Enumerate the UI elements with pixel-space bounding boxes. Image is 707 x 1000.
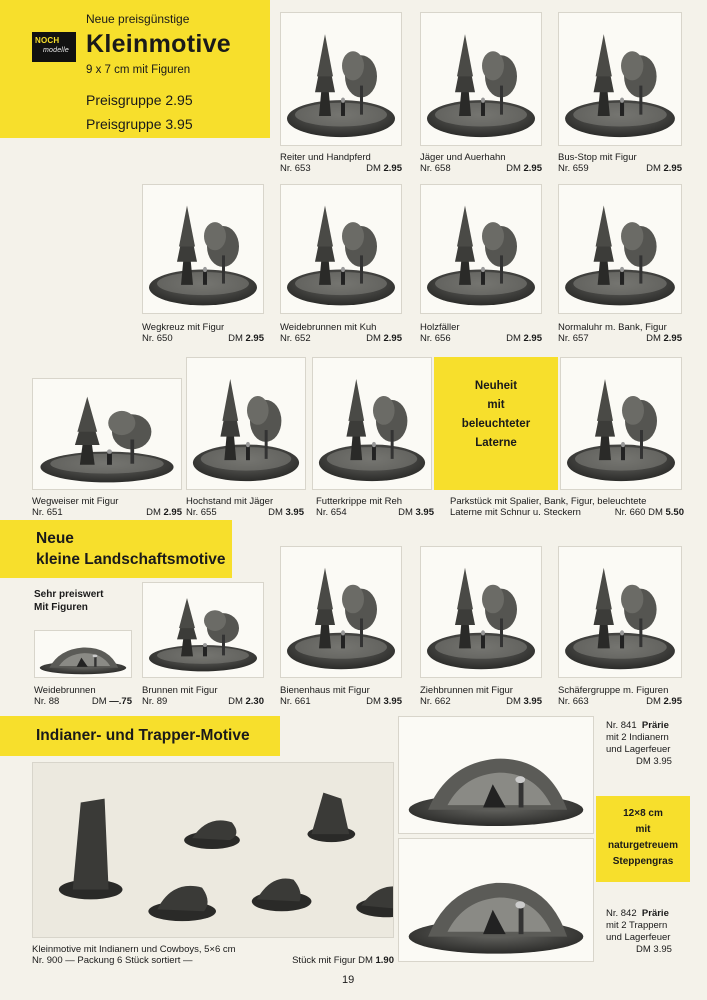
caption-841: Nr. 841 Prärie mit 2 Indianern und Lagerfeuer DM 3.95 <box>606 720 672 767</box>
product-photo-651 <box>32 378 182 490</box>
product-photo-89 <box>142 582 264 678</box>
product-photo-661 <box>280 546 402 678</box>
product-photo-657 <box>558 184 682 314</box>
section-indianer-trapper: Indianer- und Trapper-Motive <box>0 716 280 756</box>
noch-logo: NOCH modelle <box>32 32 76 62</box>
caption-88: Weidebrunnen Nr. 88 DM —.75 <box>34 685 132 707</box>
page-title: Kleinmotive <box>86 30 231 58</box>
caption-663: Schäfergruppe m. Figuren Nr. 663 DM 2.95 <box>558 685 682 707</box>
product-photo-660 <box>560 357 682 490</box>
product-photo-656 <box>420 184 542 314</box>
product-photo-650 <box>142 184 264 314</box>
caption-661: Bienenhaus mit Figur Nr. 661 DM 3.95 <box>280 685 402 707</box>
caption-89: Brunnen mit Figur Nr. 89 DM 2.30 <box>142 685 264 707</box>
section-landschaftsmotive: Neue kleine Landschaftsmotive <box>0 520 232 578</box>
product-photo-88 <box>34 630 132 678</box>
price-group-1: Preisgruppe 2.95 <box>86 92 193 108</box>
price-group-2: Preisgruppe 3.95 <box>86 116 193 132</box>
product-photo-662 <box>420 546 542 678</box>
product-photo-663 <box>558 546 682 678</box>
product-photo-841 <box>398 716 594 834</box>
caption-842: Nr. 842 Prärie mit 2 Trappern und Lagerfeuer DM 3.95 <box>606 908 672 955</box>
caption-652: Weidebrunnen mit Kuh Nr. 652 DM 2.95 <box>280 322 402 344</box>
caption-656: Holzfäller Nr. 656 DM 2.95 <box>420 322 542 344</box>
page-number: 19 <box>342 974 355 986</box>
caption-900: Kleinmotive mit Indianern und Cowboys, 5×6 cm Nr. 900 — Packung 6 Stück sortiert — Stück mit Figur DM 1.90 <box>32 944 394 966</box>
caption-658: Jäger und Auerhahn Nr. 658 DM 2.95 <box>420 152 542 174</box>
product-photo-652 <box>280 184 402 314</box>
product-photo-900 <box>32 762 394 938</box>
caption-657: Normaluhr m. Bank, Figur Nr. 657 DM 2.95 <box>558 322 682 344</box>
caption-660: Parkstück mit Spalier, Bank, Figur, beleuchtete Laterne mit Schnur u. Steckern Nr. 660 DM 5.50 <box>450 496 684 518</box>
sehr-preiswert-label: Sehr preiswert Mit Figuren <box>34 589 104 613</box>
header-eyebrow: Neue preisgünstige <box>86 12 190 26</box>
product-photo-653 <box>280 12 402 146</box>
caption-651: Wegweiser mit Figur Nr. 651 DM 2.95 <box>32 496 182 518</box>
product-photo-655 <box>186 357 306 490</box>
caption-659: Bus-Stop mit Figur Nr. 659 DM 2.95 <box>558 152 682 174</box>
header-block <box>0 0 270 138</box>
caption-662: Ziehbrunnen mit Figur Nr. 662 DM 3.95 <box>420 685 542 707</box>
product-photo-659 <box>558 12 682 146</box>
caption-650: Wegkreuz mit Figur Nr. 650 DM 2.95 <box>142 322 264 344</box>
caption-653: Reiter und Handpferd Nr. 653 DM 2.95 <box>280 152 402 174</box>
caption-654: Futterkrippe mit Reh Nr. 654 DM 3.95 <box>316 496 434 518</box>
product-photo-842 <box>398 838 594 962</box>
product-photo-658 <box>420 12 542 146</box>
header-subtitle: 9 x 7 cm mit Figuren <box>86 64 191 76</box>
caption-655: Hochstand mit Jäger Nr. 655 DM 3.95 <box>186 496 304 518</box>
steppe-box: 12×8 cm mit naturgetreuem Steppengras <box>596 796 690 882</box>
product-photo-654 <box>312 357 432 490</box>
neuheit-box: Neuheit mit beleuchteter Laterne <box>434 357 558 490</box>
